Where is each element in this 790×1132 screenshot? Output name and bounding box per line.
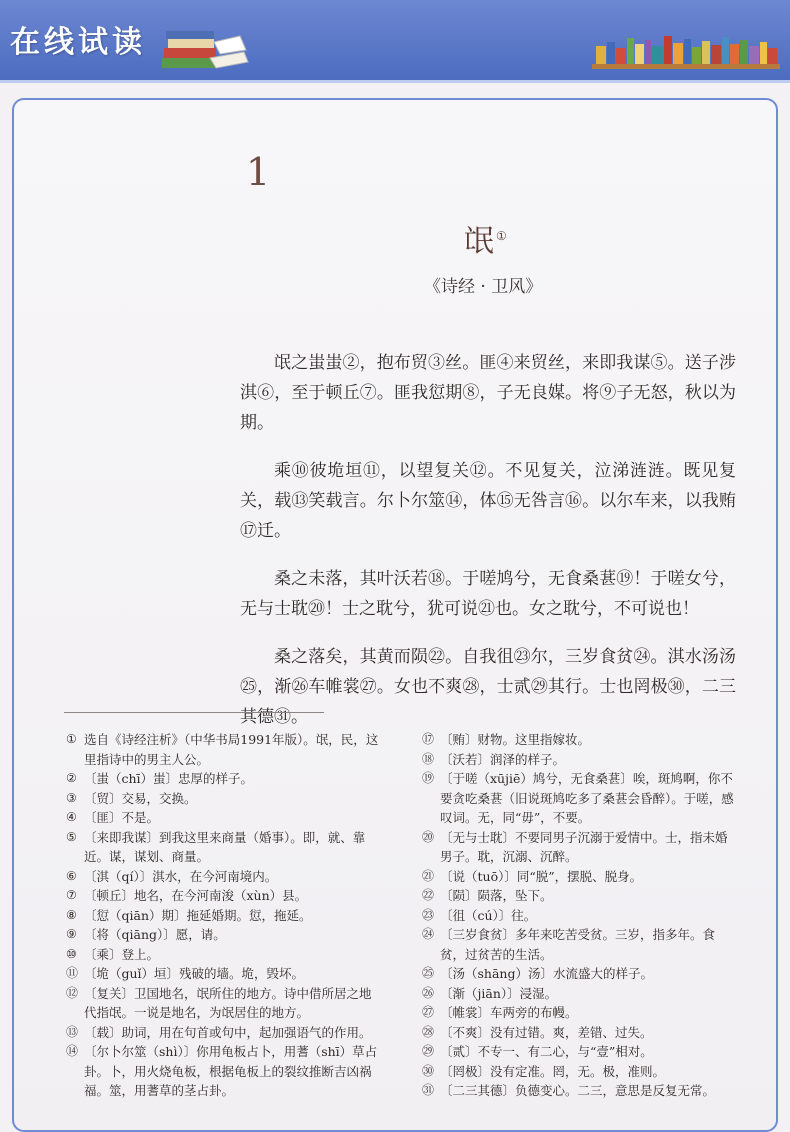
footnote-divider [64,712,324,713]
footnote [422,1081,738,1101]
footnote-text: 〔渐（jiān）〕浸湿。 [440,985,558,1001]
footnote-number: ㉛ [422,1083,435,1097]
footnote-number: ㉕ [422,966,435,980]
footnote-text: 〔沃若〕润泽的样子。 [440,751,566,767]
footnote-number: ⑳ [422,829,435,844]
footnote [66,945,382,965]
footnote [422,750,738,770]
footnote-text: 〔贸〕交易，交换。 [84,790,197,806]
footnote [66,789,382,809]
footnote [422,1003,738,1023]
footnote-number: ⑰ [422,732,435,746]
footnote-number: ① [66,732,77,746]
footnotes-right [422,730,738,1101]
footnote [66,984,382,1023]
footnote-text: 〔陨〕陨落，坠下。 [440,888,553,903]
footnote-number: ㉒ [422,888,435,902]
footnote-text: 〔匪〕不是。 [84,810,160,825]
footnote-number: ⑤ [66,829,77,844]
footnote [422,906,738,926]
poem-title-note-mark: ① [496,229,509,243]
footnote-text: 〔淇（qí）〕淇水，在今河南境内。 [84,868,278,884]
footnote-text: 〔汤（shāng）汤〕水流盛大的样子。 [440,966,653,981]
stanza: 氓之蚩蚩②，抱布贸③丝。匪④来贸丝，来即我谋⑤。送子涉淇⑥，至于顿丘⑦。匪我愆期⑧，子无良媒。将⑨子无怒，秋以为期。 [240,353,736,433]
footnote-text: 〔贰〕不专一、有二心，与“壹”相对。 [440,1044,653,1059]
footnote-text: 〔垝（guǐ）垣〕残破的墙。垝，毁坏。 [84,966,305,981]
poem-source: 《诗经 · 卫风》 [424,277,543,297]
footnote [422,925,738,964]
footnote [422,886,738,906]
footnote [422,964,738,984]
books-stack-icon [160,28,250,72]
footnote [66,925,382,945]
footnote-number: ⑱ [422,751,435,766]
footnote-text: 〔三岁食贫〕多年来吃苦受贫。三岁，指多年。食贫，过贫苦的生活。 [440,927,716,962]
footnote-text: 〔顿丘〕地名，在今河南浚（xùn）县。 [84,888,308,903]
footnote-text: 〔复关〕卫国地名，氓所住的地方。诗中借所居之地代指氓。一说是地名，为氓居住的地方。 [84,985,372,1020]
footnote-text: 〔说（tuō）〕同“脱”，摆脱、脱身。 [440,868,643,884]
chapter-number: 1 [246,150,271,194]
footnote [422,867,738,887]
footnote [66,808,382,828]
footnote-text: 〔罔极〕没有定准。罔，无。极，准则。 [440,1063,666,1079]
footnote [422,1062,738,1082]
footnote [422,984,738,1004]
footnote [66,730,382,769]
book-page [12,98,778,1132]
footnote-number: ⑦ [66,888,77,902]
footnote-number: ㉖ [422,985,435,1000]
footnote [422,1023,738,1043]
footnote-number: ⑨ [66,927,77,941]
header-banner [0,0,790,83]
footnote-number: ⑫ [66,985,79,1000]
footnote [66,886,382,906]
footnote [422,730,738,750]
footnotes-left [66,730,382,1101]
footnote [66,964,382,984]
footnote [66,1023,382,1043]
footnote-text: 〔蚩（chī）蚩〕忠厚的样子。 [84,771,254,786]
footnote [66,867,382,887]
footnote-number: ㉚ [422,1063,435,1078]
footnote [66,828,382,867]
footnote [422,828,738,867]
footnote-text: 选自《诗经注析》（中华书局1991年版）。氓，民，这里指诗中的男主人公。 [84,732,379,767]
footnote-text: 〔乘〕登上。 [84,946,160,962]
footnote-number: ⑥ [66,868,77,883]
footnote-text: 〔不爽〕没有过错。爽，差错、过失。 [440,1024,653,1040]
footnote [66,769,382,789]
footnote-text: 〔二三其德〕负德变心。二三，意思是反复无常。 [440,1083,716,1098]
footnote [422,1042,738,1062]
footnote [422,769,738,828]
footnote-text: 〔尔卜尔筮（shì）〕你用龟板占卜，用蓍（shī）草占卦。卜，用火烧龟板，根据龟板上的裂纹推断吉凶祸福。筮，用蓍草的茎占卦。 [84,1044,378,1098]
footnote-number: ③ [66,790,77,805]
footnote-number: ⑲ [422,771,435,785]
footnote-text: 〔将（qiāng）〕愿，请。 [84,927,226,942]
banner-title: 在线试读 [10,25,146,60]
footnote-text: 〔帷裳〕车两旁的布幔。 [440,1005,578,1020]
footnote-number: ④ [66,810,77,824]
footnote [66,1042,382,1101]
footnote-text: 〔来即我谋〕到我这里来商量（婚事）。即，就、靠近。谋，谋划、商量。 [84,829,366,864]
stanza: 桑之未落，其叶沃若⑱。于嗟鸠兮，无食桑葚⑲！于嗟女兮，无与士耽⑳！士之耽兮，犹可说㉑也。女之耽兮，不可说也！ [240,569,736,619]
poem-body [240,348,736,750]
poem-title-text: 氓 [464,224,496,259]
footnote [66,906,382,926]
footnote-number: ㉔ [422,927,435,941]
footnote-text: 〔载〕助词，用在句首或句中，起加强语气的作用。 [84,1024,372,1040]
footnote-number: ㉓ [422,907,435,922]
footnote-number: ⑪ [66,966,79,980]
footnote-number: ② [66,771,77,785]
bookshelf-icon [592,34,782,70]
footnote-number: ㉘ [422,1024,435,1039]
stanza: 乘⑩彼垝垣⑪，以望复关⑫。不见复关，泣涕涟涟。既见复关，载⑬笑载言。尔卜尔筮⑭，体⑮无咎言⑯。以尔车来，以我贿⑰迁。 [240,461,736,541]
stanza: 桑之落矣，其黄而陨㉒。自我徂㉓尔，三岁食贫㉔。淇水汤汤㉕，渐㉖车帷裳㉗。女也不爽㉘，士贰㉙其行。士也罔极㉚，二三其德㉛。 [240,647,736,727]
footnote-number: ㉑ [422,868,435,883]
footnote-text: 〔无与士耽〕不要同男子沉溺于爱情中。士，指未婚男子。耽，沉溺、沉醉。 [440,829,728,864]
footnote-number: ⑧ [66,907,77,922]
footnote-number: ㉙ [422,1044,435,1058]
footnote-text: 〔徂（cú）〕往。 [440,907,537,923]
footnote-number: ⑩ [66,946,77,961]
footnote-text: 〔贿〕财物。这里指嫁妆。 [440,732,591,747]
footnote-number: ㉗ [422,1005,435,1019]
poem-title [464,216,509,260]
footnote-number: ⑭ [66,1044,79,1058]
footnote-text: 〔愆（qiān）期〕拖延婚期。愆，拖延。 [84,907,312,923]
footnote-number: ⑬ [66,1024,79,1039]
footnote-text: 〔于嗟（xūjiē）鸠兮，无食桑葚〕唉，斑鸠啊，你不要贪吃桑葚（旧说斑鸠吃多了桑葚会昏醉）。于嗟，感叹词。无，同“毋”，不要。 [440,771,734,825]
